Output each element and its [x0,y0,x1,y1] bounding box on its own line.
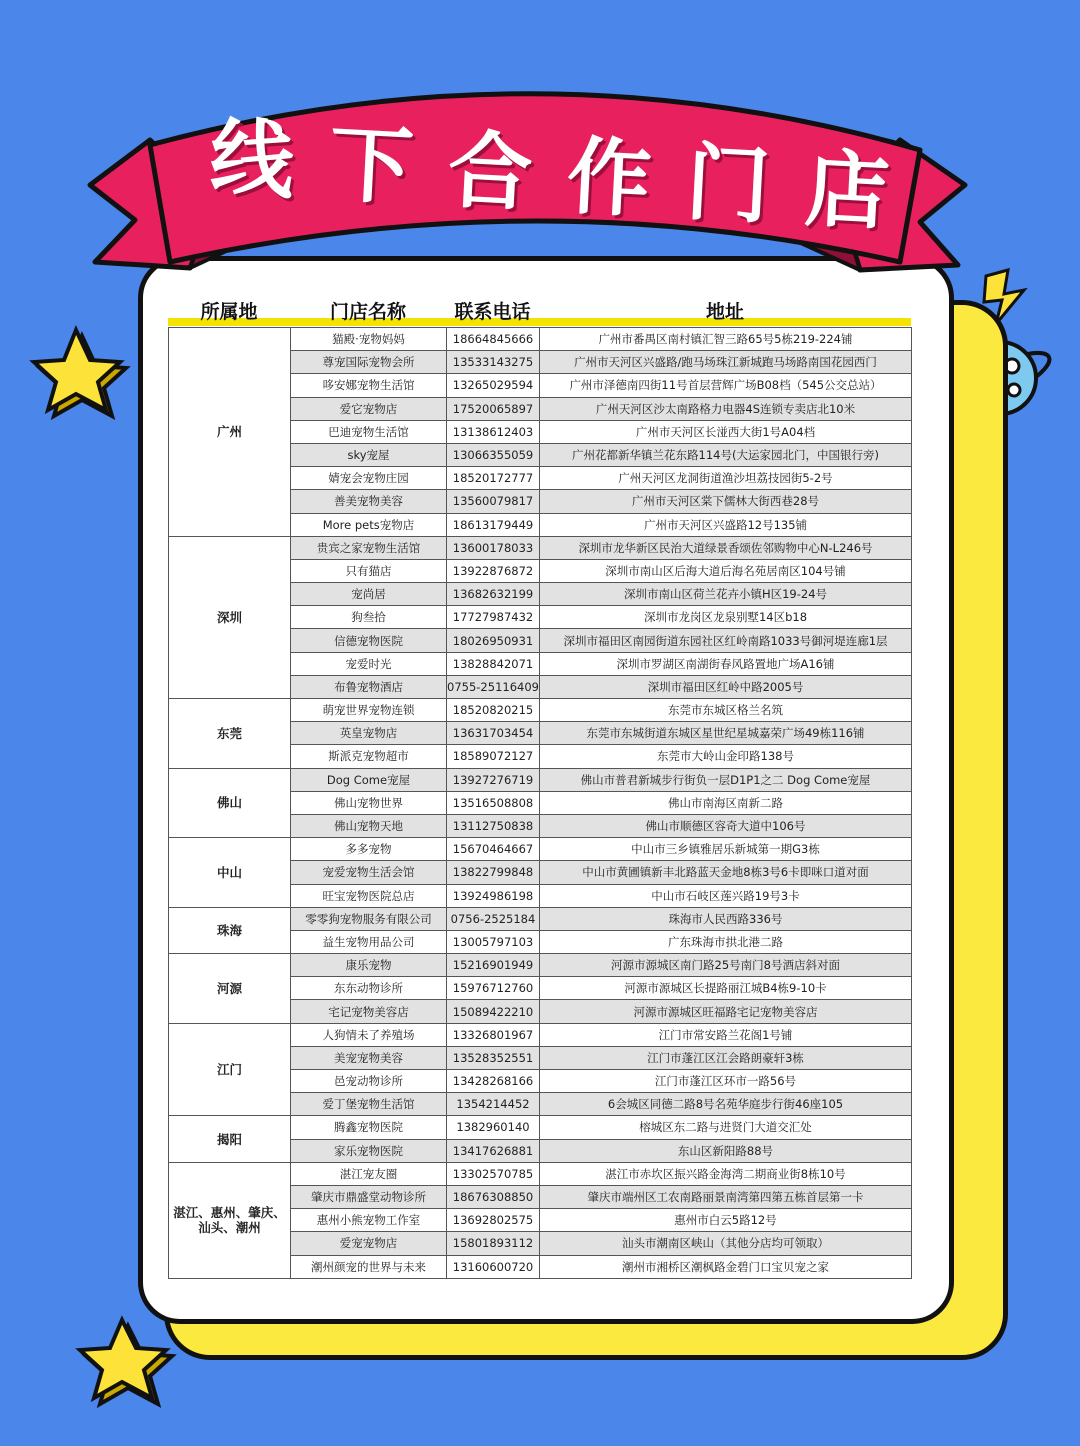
address-cell: 广州天河区龙洞街道渔沙坦荔技园街5-2号 [540,467,912,490]
store-name-cell: More pets宠物店 [291,513,447,536]
address-cell: 深圳市罗湖区南湖街春风路置地广场A16铺 [540,652,912,675]
store-name-cell: 巴迪宠物生活馆 [291,420,447,443]
address-cell: 东莞市大岭山金印路138号 [540,745,912,768]
phone-cell: 18026950931 [447,629,540,652]
store-name-cell: 宠爱时光 [291,652,447,675]
store-name-cell: 贵宾之家宠物生活馆 [291,536,447,559]
store-name-cell: 英皇宠物店 [291,722,447,745]
store-name-cell: 邑宠动物诊所 [291,1070,447,1093]
store-name-cell: 尊宠国际宠物会所 [291,351,447,374]
phone-cell: 18613179449 [447,513,540,536]
table-header [168,300,911,324]
address-cell: 肇庆市端州区工农南路丽景南湾第四第五栋首层第一卡 [540,1185,912,1208]
store-name-cell: sky宠屋 [291,443,447,466]
phone-cell: 13138612403 [447,420,540,443]
store-name-cell: 多多宠物 [291,838,447,861]
address-cell: 中山市黄圃镇新丰北路蓝天金地8栋3号6卡即咪口道对面 [540,861,912,884]
address-cell: 河源市源城区南门路25号南门8号酒店斜对面 [540,954,912,977]
phone-cell: 18520172777 [447,467,540,490]
region-cell: 珠海 [169,907,291,953]
header-phone: 联系电话 [454,301,531,323]
store-name-cell: 湛江宠友圈 [291,1162,447,1185]
title-char: 门 [683,132,773,235]
store-name-cell: 布鲁宠物酒店 [291,675,447,698]
address-cell: 广州市天河区兴盛路12号135铺 [540,513,912,536]
store-name-cell: 零零狗宠物服务有限公司 [291,907,447,930]
phone-cell: 13302570785 [447,1162,540,1185]
star-icon [80,1320,172,1404]
table-row [169,907,912,930]
address-cell: 广州市番禺区南村镇汇智三路65号5栋219-224铺 [540,328,912,351]
store-name-cell: 爱宠宠物店 [291,1232,447,1255]
phone-cell: 13924986198 [447,884,540,907]
address-cell: 广州花都新华镇兰花东路114号(大运家园北门，中国银行旁) [540,443,912,466]
store-table-body [169,328,912,1279]
store-name-cell: 婧宠会宠物庄园 [291,467,447,490]
address-cell: 潮州市湘桥区潮枫路金碧门口宝贝宠之家 [540,1255,912,1278]
store-name-cell: 美宠宠物美容 [291,1046,447,1069]
address-cell: 江门市蓬江区环市一路56号 [540,1070,912,1093]
store-name-cell: 宠爱宠物生活会馆 [291,861,447,884]
phone-cell: 13822799848 [447,861,540,884]
address-cell: 深圳市福田区南园街道东园社区红岭南路1033号御河堤连廊1层 [540,629,912,652]
phone-cell: 13631703454 [447,722,540,745]
region-cell: 江门 [169,1023,291,1116]
address-cell: 深圳市龙华新区民治大道绿景香颂佐邻购物中心N-L246号 [540,536,912,559]
store-name-cell: 爱丁堡宠物生活馆 [291,1093,447,1116]
store-name-cell: 佛山宠物世界 [291,791,447,814]
phone-cell: 13692802575 [447,1209,540,1232]
address-cell: 中山市三乡镇雅居乐新城第一期G3栋 [540,838,912,861]
table-row [169,1162,912,1185]
region-cell: 东莞 [169,699,291,769]
store-name-cell: 人狗情未了养殖场 [291,1023,447,1046]
store-name-cell: 哆安娜宠物生活馆 [291,374,447,397]
star-icon [34,330,126,416]
header-address: 地址 [705,301,744,323]
address-cell: 深圳市福田区红岭中路2005号 [540,675,912,698]
address-cell: 东莞市东城街道东城区星世纪星城嘉荣广场49栋116铺 [540,722,912,745]
title-char: 店 [802,138,892,242]
store-name-cell: 善美宠物美容 [291,490,447,513]
title-char: 作 [564,126,654,229]
region-cell: 广州 [169,328,291,537]
store-name-cell: 信德宠物医院 [291,629,447,652]
region-cell: 揭阳 [169,1116,291,1162]
phone-cell: 13516508808 [447,791,540,814]
title-char: 下 [326,114,416,217]
title-char: 线 [207,107,297,211]
table-row [169,699,912,722]
phone-cell: 13600178033 [447,536,540,559]
store-name-cell: 只有猫店 [291,559,447,582]
address-cell: 汕头市潮南区峡山（其他分店均可领取） [540,1232,912,1255]
phone-cell: 13533143275 [447,351,540,374]
phone-cell: 18589072127 [447,745,540,768]
phone-cell: 15670464667 [447,838,540,861]
store-name-cell: 爱它宠物店 [291,397,447,420]
address-cell: 珠海市人民西路336号 [540,907,912,930]
phone-cell: 15089422210 [447,1000,540,1023]
store-name-cell: 狗叁拾 [291,606,447,629]
phone-cell: 13682632199 [447,583,540,606]
address-cell: 广州市天河区兴盛路/跑马场珠江新城跑马场路南国花园西门 [540,351,912,374]
phone-cell: 13560079817 [447,490,540,513]
region-cell: 中山 [169,838,291,908]
phone-cell: 13828842071 [447,652,540,675]
address-cell: 广州市天河区棠下儒林大街西巷28号 [540,490,912,513]
phone-cell: 0756-2525184 [447,907,540,930]
store-name-cell: 家乐宠物医院 [291,1139,447,1162]
phone-cell: 18520820215 [447,699,540,722]
header-store-name: 门店名称 [329,301,406,323]
phone-cell: 13066355059 [447,443,540,466]
address-cell: 广州市天河区长湴西大街1号A04档 [540,420,912,443]
phone-cell: 18664845666 [447,328,540,351]
region-cell: 佛山 [169,768,291,838]
address-cell: 东山区新阳路88号 [540,1139,912,1162]
table-row [169,1023,912,1046]
store-name-cell: 猫殿·宠物妈妈 [291,328,447,351]
store-name-cell: 旺宝宠物医院总店 [291,884,447,907]
store-name-cell: 康乐宠物 [291,954,447,977]
region-cell: 河源 [169,954,291,1024]
region-cell: 深圳 [169,536,291,698]
phone-cell: 13005797103 [447,930,540,953]
address-cell: 佛山市普君新城步行街负一层D1P1之二 Dog Come宠屋 [540,768,912,791]
store-name-cell: 斯派克宠物超市 [291,745,447,768]
phone-cell: 17727987432 [447,606,540,629]
address-cell: 河源市源城区长提路丽江城B4栋9-10卡 [540,977,912,1000]
phone-cell: 13528352551 [447,1046,540,1069]
address-cell: 湛江市赤坎区振兴路金海湾二期商业街8栋10号 [540,1162,912,1185]
table-row [169,838,912,861]
phone-cell: 13160600720 [447,1255,540,1278]
address-cell: 深圳市南山区后海大道后海名苑居南区104号铺 [540,559,912,582]
table-row [169,536,912,559]
store-name-cell: 佛山宠物天地 [291,814,447,837]
title-char: 合 [445,120,535,223]
address-cell: 东莞市东城区格兰名筑 [540,699,912,722]
store-name-cell: 腾鑫宠物医院 [291,1116,447,1139]
phone-cell: 13326801967 [447,1023,540,1046]
address-cell: 佛山市南海区南新二路 [540,791,912,814]
store-name-cell: 潮州颜宠的世界与未来 [291,1255,447,1278]
address-cell: 广州市泽德南四街11号首层营辉广场B08档（545公交总站） [540,374,912,397]
address-cell: 佛山市顺德区容奇大道中106号 [540,814,912,837]
address-cell: 江门市蓬江区江会路朗豪轩3栋 [540,1046,912,1069]
address-cell: 深圳市龙岗区龙泉别墅14区b18 [540,606,912,629]
address-cell: 6会城区同德二路8号名苑华庭步行街46座105 [540,1093,912,1116]
store-name-cell: 东东动物诊所 [291,977,447,1000]
table-row [169,328,912,351]
phone-cell: 13417626881 [447,1139,540,1162]
store-table [168,327,912,1279]
phone-cell: 13428268166 [447,1070,540,1093]
phone-cell: 13112750838 [447,814,540,837]
phone-cell: 15976712760 [447,977,540,1000]
address-cell: 中山市石岐区莲兴路19号3卡 [540,884,912,907]
phone-cell: 17520065897 [447,397,540,420]
address-cell: 广东珠海市拱北港二路 [540,930,912,953]
phone-cell: 18676308850 [447,1185,540,1208]
store-name-cell: 益生宠物用品公司 [291,930,447,953]
phone-cell: 13922876872 [447,559,540,582]
phone-cell: 0755-25116409 [447,675,540,698]
address-cell: 惠州市白云5路12号 [540,1209,912,1232]
table-row [169,954,912,977]
store-name-cell: 肇庆市鼎盛堂动物诊所 [291,1185,447,1208]
phone-cell: 13265029594 [447,374,540,397]
header-region: 所属地 [200,301,258,323]
table-row [169,1116,912,1139]
phone-cell: 15216901949 [447,954,540,977]
store-name-cell: 宠尚居 [291,583,447,606]
phone-cell: 15801893112 [447,1232,540,1255]
table-row [169,768,912,791]
phone-cell: 1354214452 [447,1093,540,1116]
address-cell: 广州天河区沙太南路格力电器4S连锁专卖店北10米 [540,397,912,420]
phone-cell: 1382960140 [447,1116,540,1139]
store-name-cell: 惠州小熊宠物工作室 [291,1209,447,1232]
store-name-cell: 宅记宠物美容店 [291,1000,447,1023]
region-cell: 湛江、惠州、肇庆、汕头、潮州 [169,1162,291,1278]
address-cell: 深圳市南山区荷兰花卉小镇H区19-24号 [540,583,912,606]
address-cell: 榕城区东二路与进贤门大道交汇处 [540,1116,912,1139]
address-cell: 河源市源城区旺福路宅记宠物美容店 [540,1000,912,1023]
store-name-cell: Dog Come宠屋 [291,768,447,791]
phone-cell: 13927276719 [447,768,540,791]
store-name-cell: 萌宠世界宠物连锁 [291,699,447,722]
address-cell: 江门市常安路兰花阁1号铺 [540,1023,912,1046]
